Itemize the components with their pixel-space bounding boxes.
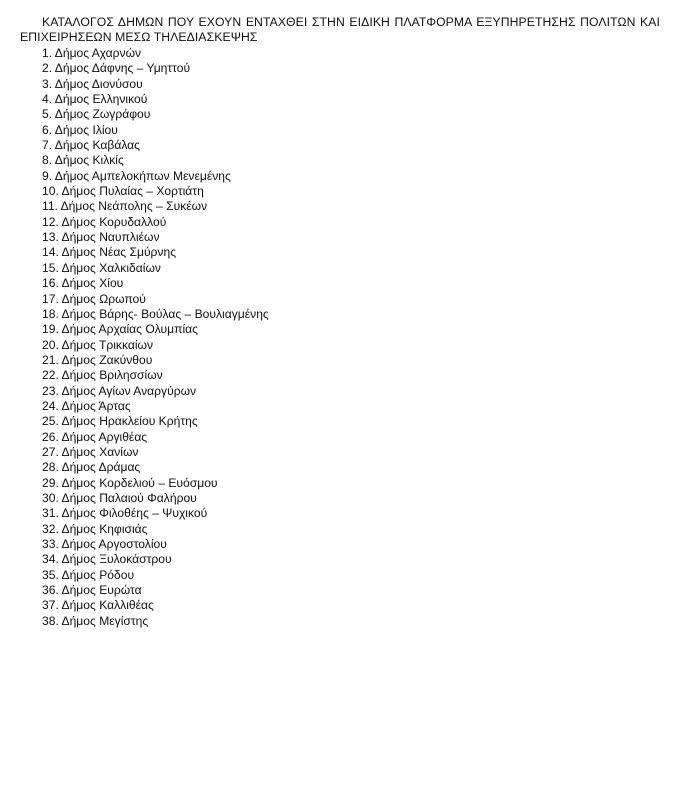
- list-item: 28. Δήμος Δράμας: [42, 460, 141, 475]
- list-item: 10. Δήμος Πυλαίας – Χορτιάτη: [42, 184, 204, 199]
- list-item: 32. Δήμος Κηφισιάς: [42, 521, 148, 536]
- list-item: 18. Δήμος Βάρης- Βούλας – Βουλιαγμένης: [42, 306, 269, 321]
- list-item: 4. Δήμος Ελληνικού: [42, 92, 148, 107]
- list-item: 5. Δήμος Ζωγράφου: [42, 107, 151, 122]
- list-item: 11. Δήμος Νεάπολης – Συκέων: [42, 199, 208, 214]
- list-item: 16. Δήμος Χίου: [42, 276, 124, 291]
- list-item: 13. Δήμος Ναυπλιέων: [42, 230, 160, 245]
- list-item: 21. Δήμος Ζακύνθου: [42, 352, 153, 367]
- list-item: 24. Δήμος Άρτας: [42, 398, 131, 413]
- list-item: 37. Δήμος Καλλιθέας: [42, 598, 154, 613]
- document-title: [20, 15, 660, 45]
- list-item: 31. Δήμος Φιλοθέης – Ψυχικού: [42, 506, 208, 521]
- list-item: 7. Δήμος Καβάλας: [42, 138, 141, 153]
- list-item: 27. Δήμος Χανίων: [42, 444, 139, 459]
- document-title-line-2: ΕΠΙΧΕΙΡΗΣΕΩΝ ΜΕΣΩ ΤΗΛΕΔΙΑΣΚΕΨΗΣ: [20, 30, 258, 44]
- list-item: 26. Δήμος Αργιθέας: [42, 429, 148, 444]
- list-item: 9. Δήμος Αμπελοκήπων Μενεμένης: [42, 168, 231, 183]
- list-item: 38. Δήμος Μεγίστης: [42, 613, 149, 628]
- list-item: 2. Δήμος Δάφνης – Υμηττού: [42, 61, 191, 76]
- list-item: 23. Δήμος Αγίων Αναργύρων: [42, 383, 197, 398]
- list-item: 34. Δήμος Ξυλοκάστρου: [42, 552, 172, 567]
- list-item: 12. Δήμος Κορυδαλλού: [42, 214, 167, 229]
- list-item: 29. Δήμος Κορδελιού – Ευόσμου: [42, 475, 218, 490]
- list-item: 6. Δήμος Ιλίου: [42, 122, 118, 137]
- list-item: 3. Δήμος Διονύσου: [42, 76, 143, 91]
- list-item: 19. Δήμος Αρχαίας Ολυμπίας: [42, 322, 198, 337]
- list-item: 22. Δήμος Βριλησσίων: [42, 368, 163, 383]
- list-item: 30. Δήμος Παλαιού Φαλήρου: [42, 490, 197, 505]
- list-item: 17. Δήμος Ωρωπού: [42, 291, 146, 306]
- list-item: 15. Δήμος Χαλκιδαίων: [42, 260, 161, 275]
- list-item: 35. Δήμος Ρόδου: [42, 567, 135, 582]
- municipality-list: [42, 46, 269, 629]
- list-item: 1. Δήμος Αχαρνών: [42, 46, 142, 60]
- list-item: 36. Δήμος Ευρώτα: [42, 583, 142, 598]
- list-item: 14. Δήμος Νέας Σμύρνης: [42, 245, 177, 260]
- document-title-line-1: ΚΑΤΑΛΟΓΟΣ ΔΗΜΩΝ ΠΟΥ ΕΧΟΥΝ ΕΝΤΑΧΘΕΙ ΣΤΗΝ ΕΙΔΙΚΗ ΠΛΑΤΦΟΡΜΑ ΕΞΥΠΗΡΕΤΗΣΗΣ ΠΟΛΙΤΩΝ ΚΑΙ: [42, 15, 660, 29]
- list-item: 25. Δήμος Ηρακλείου Κρήτης: [42, 414, 198, 429]
- list-item: 33. Δήμος Αργοστολίου: [42, 537, 167, 551]
- list-item: 20. Δήμος Τρικκαίων: [42, 337, 154, 352]
- list-item: 8. Δήμος Κιλκίς: [42, 153, 124, 168]
